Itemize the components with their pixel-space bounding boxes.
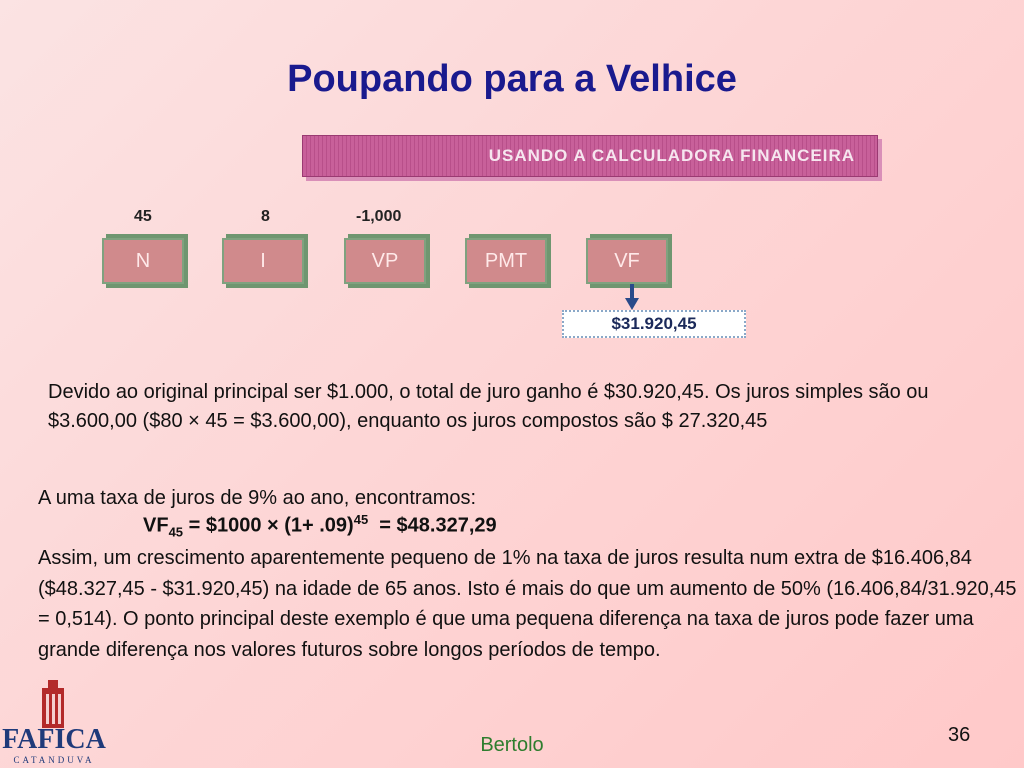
formula bbox=[143, 512, 497, 540]
calc-key-vp: VP bbox=[344, 238, 426, 284]
calculator-banner: USANDO A CALCULADORA FINANCEIRA bbox=[302, 135, 878, 177]
formula-vf: VF bbox=[143, 514, 169, 537]
calc-key-vf: VF bbox=[586, 238, 668, 284]
down-arrow-icon bbox=[625, 284, 639, 310]
result-value: $31.920,45 bbox=[562, 310, 746, 338]
logo-name: FAFICA bbox=[2, 724, 106, 755]
vp-value: -1,000 bbox=[356, 208, 402, 225]
calc-key-pmt: PMT bbox=[465, 238, 547, 284]
logo-subtitle: CATANDUVA bbox=[13, 755, 95, 765]
n-value: 45 bbox=[134, 208, 152, 225]
building-icon bbox=[38, 680, 68, 728]
formula-result: = $48.327,29 bbox=[368, 514, 497, 537]
paragraph-conclusion: Assim, um crescimento aparentemente pequeno de 1% na taxa de juros resulta num extra de $16.406,84 ($48.327,45 - $31.920,45) na idade de 65 anos. Isto é mais do que um aumento de 50% (16.406,84/31.920,45 = 0,514). O ponto principal deste exemplo é que uma pequena diferença na taxa de juros pode fazer uma grande diferença nos valores futuros sobre longos períodos de tempo. bbox=[38, 547, 1017, 661]
formula-sup: 45 bbox=[353, 512, 369, 527]
calc-key-i: I bbox=[222, 238, 304, 284]
footer-author: Bertolo bbox=[480, 734, 544, 756]
formula-sub: 45 bbox=[168, 524, 184, 540]
page-number: 36 bbox=[948, 724, 971, 746]
formula-body: = $1000 × (1+ .09) bbox=[183, 514, 354, 537]
calc-key-n: N bbox=[102, 238, 184, 284]
paragraph-interest: Devido ao original principal ser $1.000, o total de juro ganho é $30.920,45. Os juros simples são ou $3.600,00 ($80 × 45 = $3.600,00), enquanto os juros compostos são $ 27.320,45 bbox=[48, 381, 929, 432]
paragraph-rate: A uma taxa de juros de 9% ao ano, encontramos: bbox=[38, 487, 477, 509]
slide-title: Poupando para a Velhice bbox=[287, 58, 737, 100]
i-value: 8 bbox=[261, 208, 270, 225]
